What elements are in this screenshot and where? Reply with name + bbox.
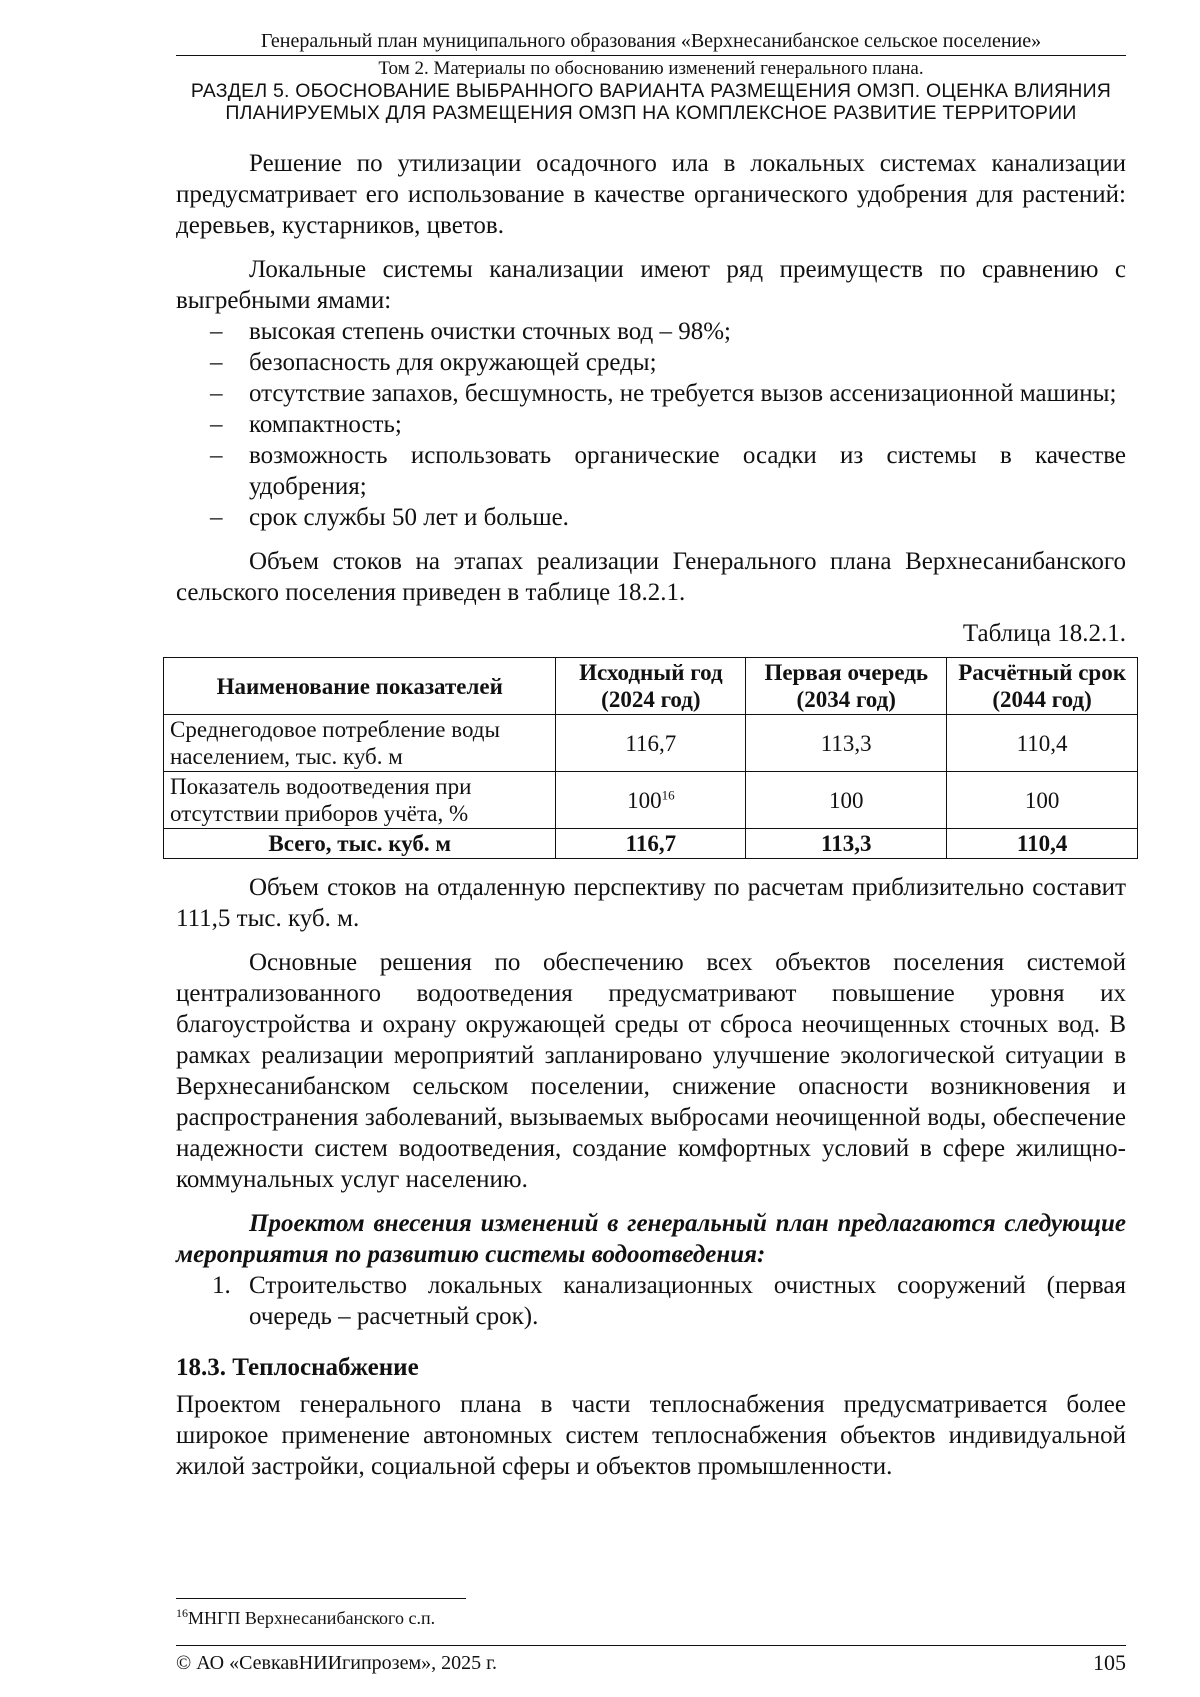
wastewater-table [163, 657, 1138, 859]
table-cell-name: Всего, тыс. куб. м [164, 829, 556, 859]
column-header: Наименование показателей [164, 658, 556, 715]
header-title: Генеральный план муниципального образования «Верхнесанибанское сельское поселение» [260, 30, 1042, 52]
table-row [164, 715, 1138, 772]
table-cell-name: Показатель водоотведения при отсутствии приборов учёта, % [164, 772, 556, 829]
dash-marker: – [210, 318, 223, 345]
advantages-list [176, 316, 1126, 533]
dash-marker: – [210, 504, 223, 531]
dash-marker: – [210, 442, 223, 469]
paragraph-sludge: Решение по утилизации осадочного ила в локальных системах канализации предусматривает его использование в качестве органического удобрения для растений: деревьев, кустарников, цветов. [176, 150, 1126, 239]
paragraph-advantages-intro: Локальные системы канализации имеют ряд преимуществ по сравнению с выгребными ямами: [176, 256, 1126, 314]
paragraph-measures-intro: Проектом внесения изменений в генеральный план предлагаются следующие мероприятия по развитию системы водоотведения: [176, 1210, 1126, 1268]
header-volume: Том 2. Материалы по обоснованию изменений генерального плана. [378, 58, 924, 79]
list-item-text: срок службы 50 лет и больше. [249, 504, 569, 531]
footer-divider [176, 1645, 1126, 1646]
list-item [176, 502, 1126, 533]
table-cell-name: Среднегодовое потребление воды населением, тыс. куб. м [164, 715, 556, 772]
cell-value: 100 [627, 787, 662, 813]
list-item-text: отсутствие запахов, бесшумность, не требуется вызов ассенизационной машины; [249, 380, 1117, 407]
list-item-text: возможность использовать органические осадки из системы в качестве удобрения; [249, 442, 1126, 500]
table-cell: 100 [947, 772, 1138, 829]
column-header: Исходный год (2024 год) [556, 658, 746, 715]
footnote-number: 16 [176, 1606, 188, 1620]
table-total-row [164, 829, 1138, 859]
table-cell: 100 [746, 772, 947, 829]
section-heading: 18.3. Теплоснабжение [176, 1354, 419, 1381]
table-header-row [164, 658, 1138, 715]
dash-marker: – [210, 380, 223, 407]
list-item-text: безопасность для окружающей среды; [249, 349, 657, 376]
list-item [176, 347, 1126, 378]
main-content [170, 148, 1126, 1482]
list-item [176, 378, 1126, 409]
table-cell: 116,7 [556, 829, 746, 859]
footnote-text: МНГП Верхнесанибанского с.п. [188, 1608, 436, 1628]
dash-marker: – [210, 411, 223, 438]
list-number: 1. [212, 1272, 231, 1299]
footnote-reference: 16 [661, 786, 675, 802]
footnote [176, 1606, 435, 1629]
list-item [176, 440, 1126, 502]
list-item-text: высокая степень очистки сточных вод – 98%; [249, 318, 731, 345]
table-cell: 113,3 [746, 829, 947, 859]
paragraph-table-intro: Объем стоков на этапах реализации Генерального плана Верхнесанибанского сельского поселения приведен в таблице 18.2.1. [176, 548, 1126, 606]
dash-marker: – [210, 349, 223, 376]
table-cell: 116,7 [556, 715, 746, 772]
list-item [176, 316, 1126, 347]
paragraph-heating: Проектом генерального плана в части теплоснабжения предусматривается более широкое применение автономных систем теплоснабжения объектов индивидуальной жилой застройки, социальной сферы и объектов промышленности. [176, 1391, 1126, 1480]
table-cell: 110,4 [947, 829, 1138, 859]
footnote-divider [176, 1598, 466, 1599]
list-item [176, 1270, 1126, 1332]
table-cell [556, 772, 746, 829]
table-caption: Таблица 18.2.1. [962, 620, 1126, 647]
list-item-text: компактность; [249, 411, 402, 438]
header-section: РАЗДЕЛ 5. ОБОСНОВАНИЕ ВЫБРАННОГО ВАРИАНТА РАЗМЕЩЕНИЯ ОМЗП. ОЦЕНКА ВЛИЯНИЯ ПЛАНИРУЕМЫХ ДЛЯ РАЗМЕЩЕНИЯ ОМЗП НА КОМПЛЕКСНОЕ РАЗВИТИЕ ТЕРРИТОРИИ [190, 80, 1112, 124]
paragraph-solutions: Основные решения по обеспечению всех объектов поселения системой централизованного водоотведения предусматривают повышение уровня их благоустройства и охрану окружающей среды от сброса неочищенных сточных вод. В рамках реализации мероприятий запланировано улучшение экологической ситуации в Верхнесанибанском сельском поселении, снижение опасности возникновения и распространения заболеваний, вызываемых выбросами неочищенной воды, обеспечение надежности систем водоотведения, создание комфортных условий в сфере жилищно-коммунальных услуг населению. [176, 949, 1126, 1193]
table-row [164, 772, 1138, 829]
list-item [176, 409, 1126, 440]
measures-list [176, 1270, 1126, 1332]
table-cell: 113,3 [746, 715, 947, 772]
page-number: 105 [1093, 1650, 1126, 1675]
header-divider [176, 55, 1126, 56]
list-item-text: Строительство локальных канализационных очистных сооружений (первая очередь – расчетный срок). [249, 1272, 1126, 1330]
column-header: Расчётный срок (2044 год) [947, 658, 1138, 715]
paragraph-forecast: Объем стоков на отдаленную перспективу по расчетам приблизительно составит 111,5 тыс. куб. м. [176, 874, 1126, 932]
table-cell: 110,4 [947, 715, 1138, 772]
column-header: Первая очередь (2034 год) [746, 658, 947, 715]
footer-copyright: © АО «СевкавНИИгипрозем», 2025 г. [176, 1652, 498, 1674]
